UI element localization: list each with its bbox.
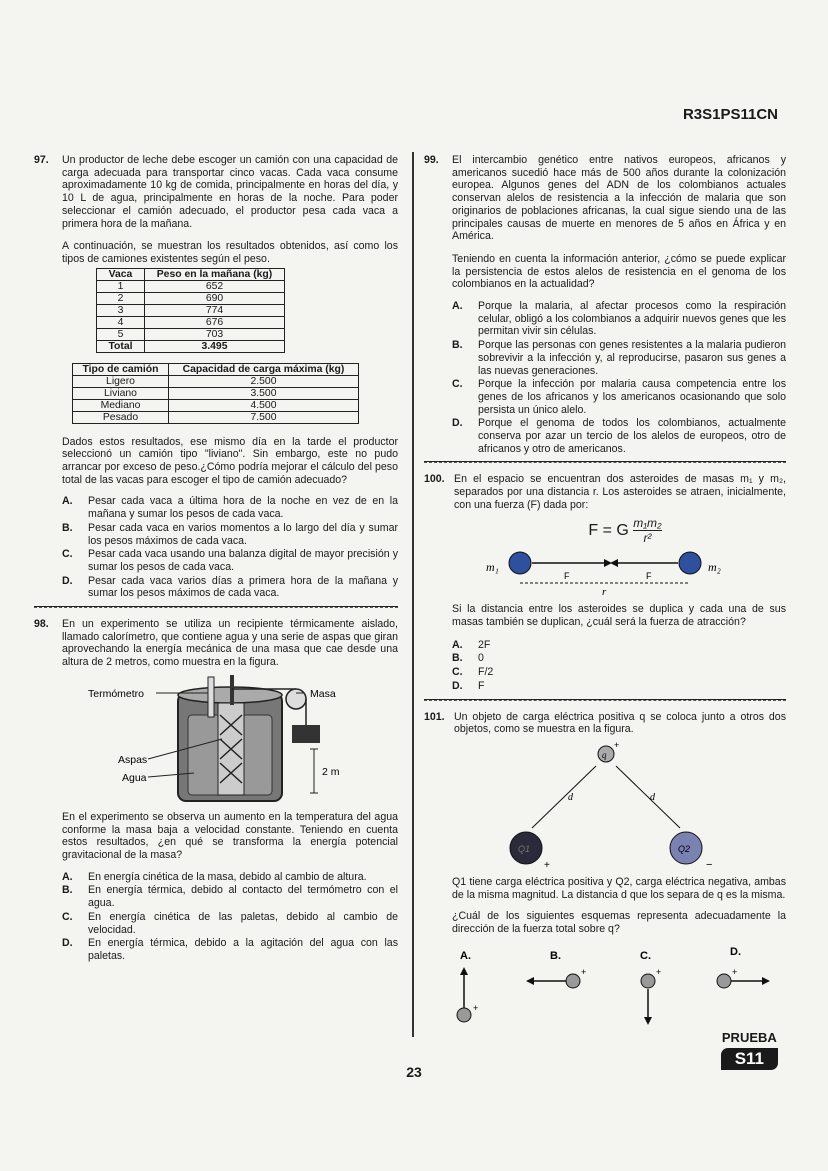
height-label: 2 m xyxy=(322,765,340,778)
scheme-label-b[interactable]: B. xyxy=(550,949,561,962)
option-text: F/2 xyxy=(478,666,494,679)
arrowhead xyxy=(460,967,468,975)
question-separator xyxy=(424,461,786,463)
question-99-intro: El intercambio genético entre nativos europeos, africanos y americanos sucedió hace más de 500 años durante la colonización europea. Algunos genes del ADN de los colombianos actuales conservan alelos de resistencia a la infección de malaria que son originarios de poblaciones africanas, la cual sigue siendo una de las principales causas de muerte en menores de 5 años en África y en América. xyxy=(452,154,786,243)
answer-option-b[interactable] xyxy=(452,339,786,377)
scheme-a-charge xyxy=(457,1008,471,1022)
option-text: Pesar cada vaca a última hora de la noche en vez de en la mañana y sumar los pesos de cada vaca. xyxy=(88,495,398,521)
question-100-stem: Si la distancia entre los asteroides se duplica y cada una de sus masas también se duplican, ¿cuál será la fuerza de atracción? xyxy=(452,603,786,629)
question-number: 101. xyxy=(424,710,445,723)
question-101-info: Q1 tiene carga eléctrica positiva y Q2, carga eléctrica negativa, ambas de la misma magnitud. La distancia d que los separa de q es la misma. xyxy=(452,875,786,901)
scheme-label-a[interactable]: A. xyxy=(460,949,471,962)
option-letter: A. xyxy=(62,495,73,508)
option-letter: D. xyxy=(62,937,73,950)
formula-fraction xyxy=(633,516,661,546)
table-cell: Total xyxy=(97,340,145,352)
question-97-continuation: A continuación, se muestran los resultados obtenidos, así como los tipos de camiones existentes según el peso. xyxy=(62,240,398,265)
question-97 xyxy=(34,154,398,230)
question-separator xyxy=(424,699,786,701)
column-divider xyxy=(412,152,414,1037)
table-cell: 774 xyxy=(145,304,285,316)
question-99 xyxy=(424,154,786,243)
charge-q-label: q xyxy=(602,749,607,760)
table-cell: Pesado xyxy=(73,411,169,423)
paddles-label: Aspas xyxy=(118,753,148,766)
option-letter: D. xyxy=(62,574,73,587)
question-100 xyxy=(424,473,786,511)
answer-option-a[interactable] xyxy=(452,300,786,338)
question-number: 100. xyxy=(424,473,445,486)
option-text: Porque la infección por malaria causa competencia entre los genes de los africanos y los americanos ocasionando que solo persista un único alelo. xyxy=(478,378,786,416)
option-letter: D. xyxy=(452,679,463,692)
distance-label: r xyxy=(602,586,607,598)
table-cell: 3.495 xyxy=(145,340,285,352)
question-100-options xyxy=(424,639,786,693)
cow-weight-table xyxy=(96,268,285,353)
table-cell: 2 xyxy=(97,292,145,304)
plus-sign: + xyxy=(473,1002,479,1013)
table-cell: 652 xyxy=(145,280,285,292)
answer-schemes xyxy=(424,945,786,1033)
question-98-intro: En un experimento se utiliza un recipiente térmicamente aislado, llamado calorímetro, que contiene agua y una serie de aspas que giran aprovechando la energía mecánica de una masa que cae desde una altura de 2 metros, como muestra en la figura. xyxy=(62,618,398,669)
page-number: 23 xyxy=(406,1064,422,1080)
question-100-intro: En el espacio se encuentran dos asteroides de masas m₁ y m₂, separados por una distancia r. Los asteroides se atraen, inicialmente, con una fuerza (F) dada por: xyxy=(454,473,786,511)
charge-q2-label: Q2 xyxy=(678,843,691,854)
left-column xyxy=(34,154,398,969)
question-99-stem: Teniendo en cuenta la información anterior, ¿cómo se puede explicar la persistencia de estos alelos de resistencia en el genoma de los colombianos en la actualidad? xyxy=(452,252,786,291)
question-98-stem: En el experimento se observa un aumento en la temperatura del agua conforme la masa baja a velocidad constante. Teniendo en cuenta estos resultados, ¿en qué se transforma la energía potencial gravitacional de la masa? xyxy=(62,810,398,861)
answer-option-d[interactable] xyxy=(452,680,786,693)
answer-option-c[interactable] xyxy=(452,666,786,679)
charges-figure xyxy=(424,738,786,870)
arrowhead xyxy=(762,977,770,985)
option-text: En energía térmica, debido al contacto del termómetro con el agua. xyxy=(88,884,398,910)
force-label: F xyxy=(564,571,570,582)
pulley xyxy=(286,689,306,709)
question-98 xyxy=(34,618,398,669)
water-label: Agua xyxy=(122,771,147,784)
option-letter: D. xyxy=(452,417,463,430)
question-97-intro: Un productor de leche debe escoger un camión con una capacidad de carga adecuada para transportar cinco vacas. Cada vaca consume aproximadamente 10 kg de comida, principalmente en horas del día, y 10 L de agua, principalmente en horas de la noche. Para poder seleccionar el camión adecuado, el productor pesa cada vaca a primera hora de la mañana. xyxy=(62,154,398,230)
answer-option-d[interactable] xyxy=(452,417,786,455)
charge-q1-label: Q1 xyxy=(518,843,531,854)
question-99-options xyxy=(424,300,786,455)
option-text: 0 xyxy=(478,652,484,665)
distance-label: d xyxy=(568,791,573,803)
answer-option-c[interactable] xyxy=(62,548,398,573)
table-cell: Ligero xyxy=(73,375,169,387)
option-letter: C. xyxy=(452,666,463,679)
axle xyxy=(230,675,234,705)
calorimeter-figure xyxy=(34,675,398,807)
option-text: En energía térmica, debido a la agitación del agua con las paletas. xyxy=(88,937,398,962)
option-letter: A. xyxy=(452,300,463,313)
question-97-stem: Dados estos resultados, ese mismo día en la tarde el productor seleccionó un camión tipo "liviano". Sin embargo, este no pudo arrancar por exceso de peso.¿Cómo podría mejorar el cálculo del peso total de las vacas para escoger el tipo de camión adecuado? xyxy=(62,435,398,486)
question-97-options xyxy=(34,495,398,600)
answer-option-a[interactable] xyxy=(452,639,786,652)
thermometer-label: Termómetro xyxy=(88,687,145,700)
formula-lhs: F = G xyxy=(588,521,629,539)
scheme-d-charge xyxy=(717,974,731,988)
option-text: En energía cinética de la masa, debido al cambio de altura. xyxy=(88,870,367,883)
option-text: Pesar cada vaca varios días a primera hora de la mañana y sumar los pesos máximos de cada vaca. xyxy=(88,574,398,600)
scheme-label-d[interactable]: D. xyxy=(730,945,741,958)
table-row xyxy=(73,411,359,423)
scheme-b-charge xyxy=(566,974,580,988)
question-98-options xyxy=(34,871,398,963)
option-letter: A. xyxy=(452,638,463,651)
plus-sign: + xyxy=(732,966,738,977)
table-row xyxy=(73,399,359,411)
mass-label: Masa xyxy=(310,687,336,700)
option-letter: B. xyxy=(62,521,73,534)
answer-option-d[interactable] xyxy=(62,937,398,962)
arrowhead xyxy=(610,559,618,567)
thermometer xyxy=(208,677,214,717)
table-row xyxy=(97,316,285,328)
table-cell: 5 xyxy=(97,328,145,340)
option-letter: B. xyxy=(452,339,463,352)
formula-numerator: m₁m₂ xyxy=(633,515,662,530)
table-row xyxy=(97,292,285,304)
answer-option-c[interactable] xyxy=(62,911,398,936)
option-text: Porque las personas con genes resistentes a la malaria pudieron sobrevivir a la infección y, al reproducirse, pasaron sus genes a las nuevas generaciones. xyxy=(478,339,786,377)
answer-option-a[interactable] xyxy=(62,871,398,884)
truck-capacity-table xyxy=(72,363,359,424)
answer-option-b[interactable] xyxy=(62,522,398,547)
table-cell: 703 xyxy=(145,328,285,340)
table-row xyxy=(97,340,285,352)
test-label: PRUEBA xyxy=(721,1030,777,1045)
question-number: 99. xyxy=(424,154,439,166)
mass-2-label: m₂ xyxy=(708,560,721,575)
answer-option-b[interactable] xyxy=(452,652,786,665)
asteroids-figure xyxy=(424,549,786,597)
option-text: Porque el genoma de todos los colombianos, actualmente conserva por azar un tercio de los alelos de europeos, otro de africanos y otro de americanos. xyxy=(478,417,786,455)
option-letter: C. xyxy=(62,548,73,561)
document-code: R3S1PS11CN xyxy=(682,106,778,123)
option-text: Pesar cada vaca en varios momentos a lo largo del día y sumar los pesos máximos de cada vaca. xyxy=(88,521,398,547)
arrowhead xyxy=(526,977,534,985)
table-header: Capacidad de carga máxima (kg) xyxy=(169,363,359,375)
table-row xyxy=(97,280,285,292)
mass-1-label: m₁ xyxy=(486,560,499,575)
test-code: S11 xyxy=(721,1048,778,1070)
table-header: Vaca xyxy=(97,268,145,280)
table-cell: 3 xyxy=(97,304,145,316)
scheme-c-charge xyxy=(641,974,655,988)
table-cell: 7.500 xyxy=(169,411,359,423)
force-label: F xyxy=(646,571,652,582)
asteroid-2 xyxy=(679,552,701,574)
option-text: 2F xyxy=(478,638,491,651)
right-column xyxy=(424,154,786,1033)
table-cell: 4.500 xyxy=(169,399,359,411)
plus-sign: + xyxy=(544,859,550,870)
question-101 xyxy=(424,711,786,736)
scheme-label-c[interactable]: C. xyxy=(640,949,651,962)
distance-line-right xyxy=(616,766,680,828)
plus-sign: + xyxy=(614,739,620,750)
option-text: Pesar cada vaca usando una balanza digital de mayor precisión y sumar los pesos de cada vaca. xyxy=(88,548,398,573)
table-cell: 676 xyxy=(145,316,285,328)
question-number: 98. xyxy=(34,618,49,631)
mass-block xyxy=(292,725,320,743)
question-number: 97. xyxy=(34,154,49,166)
asteroid-1 xyxy=(509,552,531,574)
table-row xyxy=(97,304,285,316)
answer-option-c[interactable] xyxy=(452,378,786,416)
table-row xyxy=(97,328,285,340)
option-text: En energía cinética de las paletas, debido al cambio de velocidad. xyxy=(88,910,398,936)
question-separator xyxy=(34,606,398,608)
table-cell: 2.500 xyxy=(169,375,359,387)
question-101-intro: Un objeto de carga eléctrica positiva q se coloca junto a otros dos objetos, como se muestra en la figura. xyxy=(454,710,786,736)
table-cell: 690 xyxy=(145,292,285,304)
answer-option-a[interactable] xyxy=(62,495,398,520)
option-letter: C. xyxy=(452,378,463,391)
formula-denominator: r² xyxy=(643,530,652,545)
distance-line-left xyxy=(532,766,596,828)
option-letter: B. xyxy=(62,884,73,897)
table-header: Peso en la mañana (kg) xyxy=(145,268,285,280)
answer-option-d[interactable] xyxy=(62,575,398,600)
option-letter: B. xyxy=(452,652,463,665)
table-cell: 3.500 xyxy=(169,387,359,399)
question-101-stem: ¿Cuál de los siguientes esquemas representa adecuadamente la dirección de la fuerza total sobre q? xyxy=(452,910,786,936)
option-text: F xyxy=(478,679,485,692)
table-header: Tipo de camión xyxy=(73,363,169,375)
table-row xyxy=(73,387,359,399)
gravity-formula xyxy=(464,516,786,546)
table-cell: Liviano xyxy=(73,387,169,399)
option-letter: C. xyxy=(62,910,73,923)
minus-sign: − xyxy=(706,858,713,870)
arrowhead xyxy=(644,1017,652,1025)
option-letter: A. xyxy=(62,870,73,883)
plus-sign: + xyxy=(581,966,587,977)
option-text: Porque la malaria, al afectar procesos como la respiración celular, obligó a los colombianos a adquirir nuevos genes que les permitan vivir sin células. xyxy=(478,300,786,338)
answer-option-b[interactable] xyxy=(62,884,398,909)
plus-sign: + xyxy=(656,966,662,977)
distance-label: d xyxy=(650,791,655,803)
table-cell: 1 xyxy=(97,280,145,292)
table-row xyxy=(73,375,359,387)
table-cell: 4 xyxy=(97,316,145,328)
table-cell: Mediano xyxy=(73,399,169,411)
